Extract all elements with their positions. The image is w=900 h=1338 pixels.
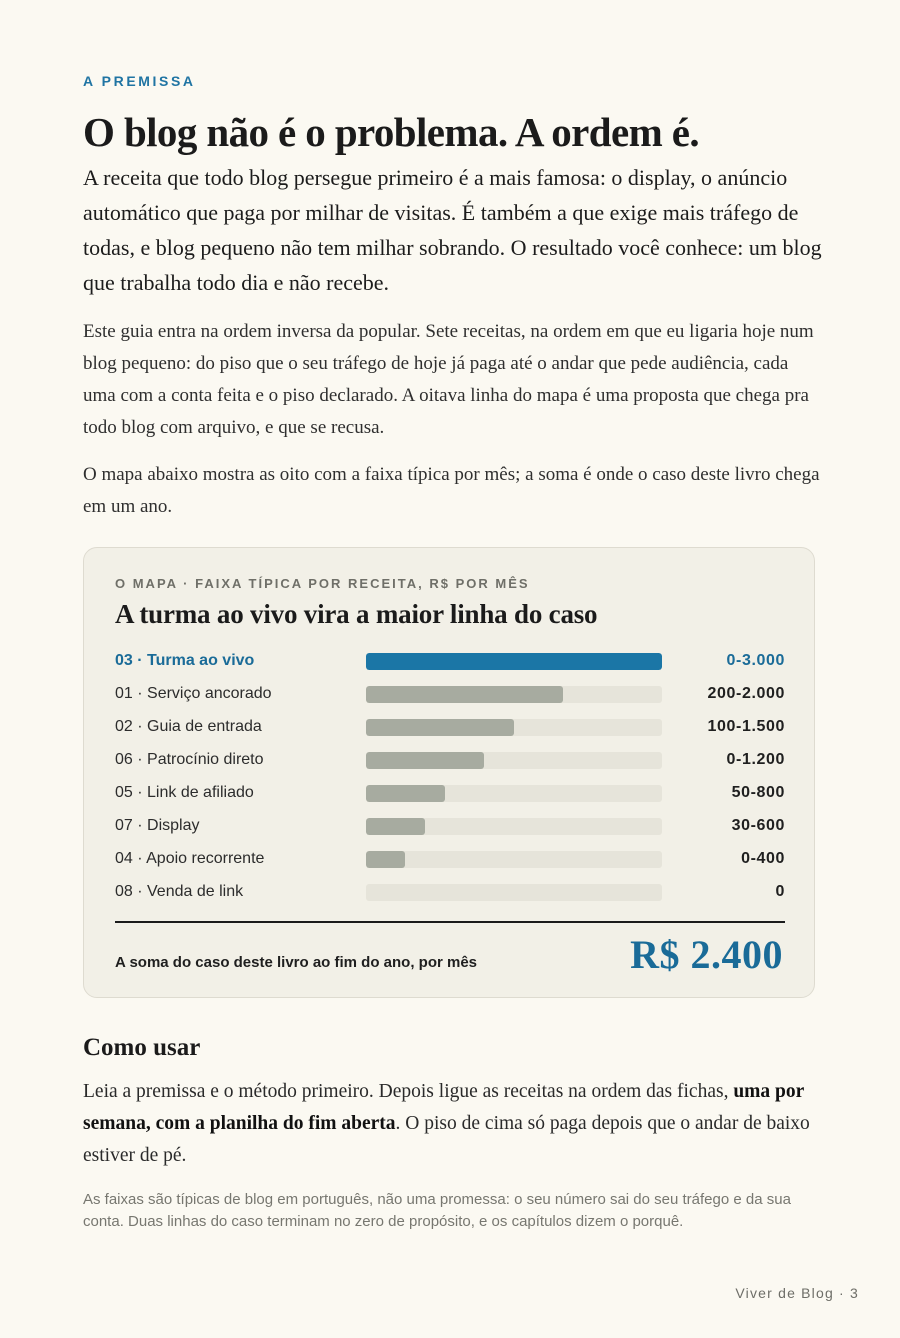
card-eyebrow: O MAPA · FAIXA TÍPICA POR RECEITA, R$ POR MÊS bbox=[115, 576, 530, 591]
bar-chart bbox=[115, 648, 785, 912]
bar-track bbox=[366, 686, 662, 703]
page-title: O blog não é o problema. A ordem é. bbox=[83, 109, 700, 155]
chart-row bbox=[115, 780, 785, 813]
range-label: 200-2.000 bbox=[707, 685, 785, 702]
section-eyebrow: A PREMISSA bbox=[83, 73, 196, 89]
chart-row bbox=[115, 648, 785, 681]
lead-paragraph: A receita que todo blog persegue primeiro é a mais famosa: o display, o anúncio automático que paga por milhar de visitas. É também a que exige mais tráfego de todas, e blog pequeno não tem milhar sobrando. O resultado você conhece: um blog que trabalha todo dia e não recebe. bbox=[83, 165, 822, 295]
bar-label: 01 · Serviço ancorado bbox=[115, 685, 272, 702]
usage-emphasis: uma por semana, com a planilha do fim aberta bbox=[83, 1081, 804, 1134]
body-paragraph: Este guia entra na ordem inversa da popular. Sete receitas, na ordem em que eu ligaria hoje num blog pequeno: do piso que o seu tráfego de hoje já paga até o andar que pede audiência, cada uma com a conta feita e o piso declarado. A oitava linha do mapa é uma proposta que chega pra todo blog com arquivo, e que se recusa. bbox=[83, 321, 814, 438]
range-label: 0-1.200 bbox=[726, 751, 785, 768]
usage-paragraph bbox=[83, 1076, 823, 1172]
chart-row bbox=[115, 846, 785, 879]
bar bbox=[366, 752, 484, 769]
range-label: 0-3.000 bbox=[726, 652, 785, 669]
chart-row bbox=[115, 747, 785, 780]
chart-row bbox=[115, 681, 785, 714]
bar-label: 08 · Venda de link bbox=[115, 883, 244, 900]
range-label: 100-1.500 bbox=[707, 718, 785, 735]
footnote: As faixas são típicas de blog em português, não uma promessa: o seu número sai do seu tráfego e da sua conta. Duas linhas do caso terminam no zero de propósito, e os capítulos dizem o porquê. bbox=[83, 1191, 791, 1230]
bar-track bbox=[366, 653, 662, 670]
revenue-map-card bbox=[83, 547, 815, 998]
bar-track bbox=[366, 851, 662, 868]
page-footer: Viver de Blog · 3 bbox=[735, 1285, 859, 1301]
sum-label: A soma do caso deste livro ao fim do ano, por mês bbox=[115, 954, 478, 971]
bar-label: 02 · Guia de entrada bbox=[115, 718, 262, 735]
bar bbox=[366, 653, 662, 670]
card-title: A turma ao vivo vira a maior linha do caso bbox=[115, 599, 598, 629]
usage-text: Leia a premissa e o método primeiro. Depois ligue as receitas na ordem das fichas, bbox=[83, 1081, 734, 1102]
section-heading: Como usar bbox=[83, 1034, 201, 1061]
bar bbox=[366, 785, 445, 802]
bar bbox=[366, 851, 405, 868]
bar-label: 05 · Link de afiliado bbox=[115, 784, 254, 801]
body-paragraph: O mapa abaixo mostra as oito com a faixa típica por mês; a soma é onde o caso deste livro chega em um ano. bbox=[83, 464, 820, 517]
bar-track bbox=[366, 752, 662, 769]
bar-label: 07 · Display bbox=[115, 817, 200, 834]
usage-text-end: . O piso de cima só paga depois que o andar de baixo estiver de pé. bbox=[83, 1113, 810, 1166]
chart-row bbox=[115, 879, 785, 912]
chart-row bbox=[115, 714, 785, 747]
bar-track bbox=[366, 884, 662, 901]
bar bbox=[366, 719, 514, 736]
bar bbox=[366, 818, 425, 835]
range-label: 0-400 bbox=[741, 850, 785, 867]
bar bbox=[366, 686, 563, 703]
divider bbox=[115, 921, 785, 923]
range-label: 50-800 bbox=[731, 784, 785, 801]
bar-track bbox=[366, 719, 662, 736]
sum-value: R$ 2.400 bbox=[630, 932, 783, 977]
bar-label: 04 · Apoio recorrente bbox=[115, 850, 265, 867]
bar-label: 03 · Turma ao vivo bbox=[115, 652, 255, 669]
bar-track bbox=[366, 818, 662, 835]
bar-track bbox=[366, 785, 662, 802]
range-label: 0 bbox=[775, 883, 785, 900]
bar-label: 06 · Patrocínio direto bbox=[115, 751, 264, 768]
range-label: 30-600 bbox=[731, 817, 785, 834]
chart-row bbox=[115, 813, 785, 846]
